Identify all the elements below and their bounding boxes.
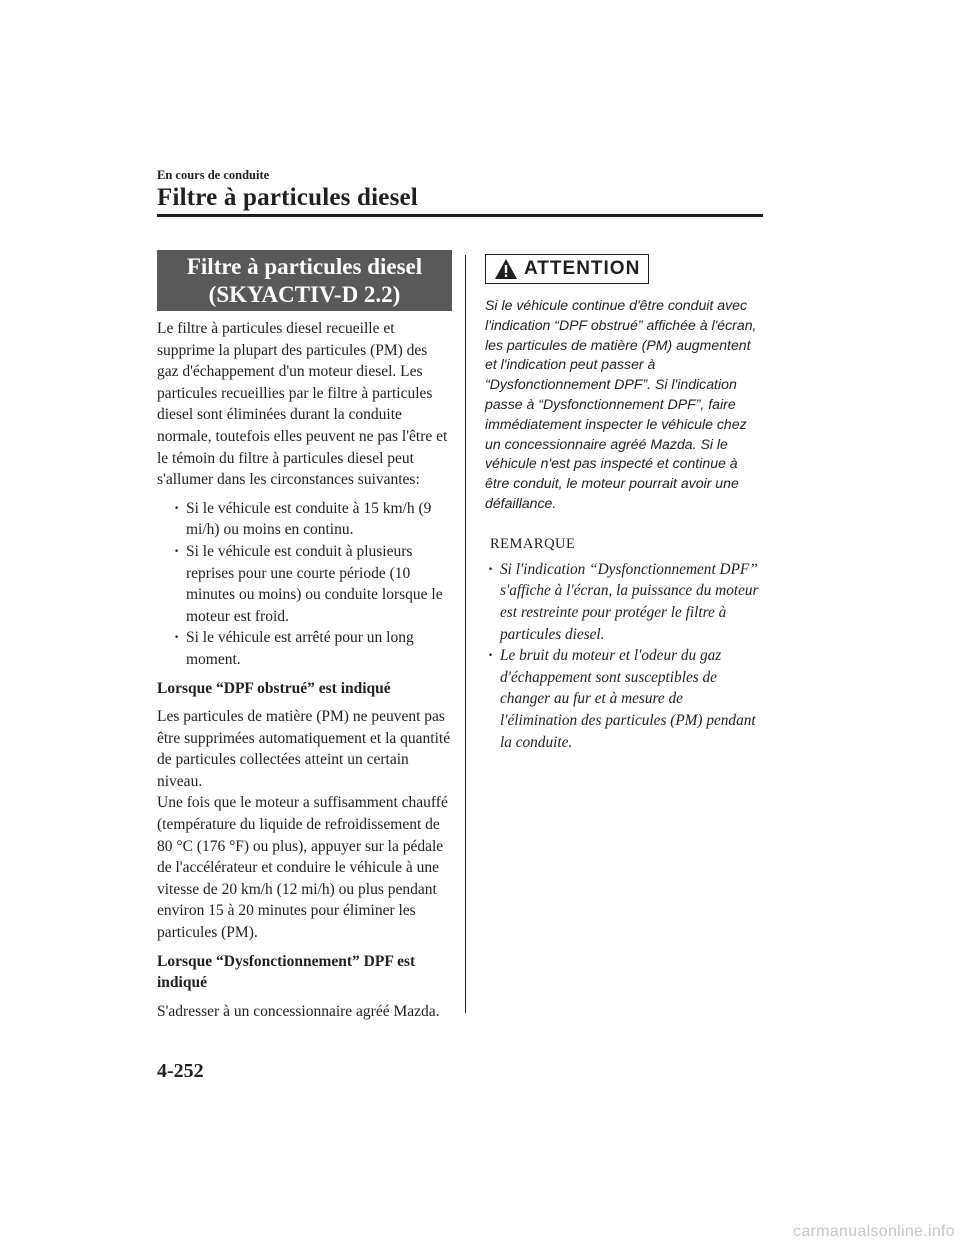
list-item: · Si le véhicule est arrêté pour un long moment.	[157, 627, 452, 670]
page-number: 4-252	[157, 1060, 204, 1082]
intro-paragraph: Le filtre à particules diesel recueille et supprime la plupart des particules (PM) des gaz d'échappement d'un moteur diesel. Les particules recueillies par le filtre à particules diesel sont éliminées durant la conduite normale, toutefois elles peuvent ne pas l'être et le témoin du filtre à particules diesel peut s'allumer dans les circonstances suivantes:	[157, 320, 448, 489]
title-rule	[157, 214, 763, 217]
list-item: · Le bruit du moteur et l'odeur du gaz d'échappement sont susceptibles de changer au fur et à mesure de l'élimination des particules (PM) pendant la conduite.	[485, 645, 763, 753]
heading-dpf-malfunction: Lorsque “Dysfonctionnement” DPF est indiqué	[157, 952, 416, 992]
list-item: · Si le véhicule est conduite à 15 km/h (9 mi/h) ou moins en continu.	[157, 498, 452, 541]
heading-dpf-clogged: Lorsque “DPF obstrué” est indiqué	[157, 679, 391, 697]
list-item: · Si l'indication “Dysfonctionnement DPF” s'affiche à l'écran, la puissance du moteur est restreinte pour protéger le filtre à particules diesel.	[485, 559, 763, 645]
column-divider	[465, 255, 466, 1013]
right-column	[485, 254, 763, 753]
notes-list	[485, 559, 763, 753]
note-label: REMARQUE	[490, 535, 576, 552]
banner-subtitle: (SKYACTIV-D 2.2)	[208, 282, 401, 307]
warning-triangle-icon	[494, 258, 518, 280]
list-item: · Si le véhicule est conduit à plusieurs reprises pour une courte période (10 minutes ou moins) ou conduite lorsque le moteur est froid.	[157, 541, 452, 627]
conditions-list	[157, 498, 452, 671]
attention-box	[485, 254, 649, 284]
watermark: carmanualsonline.info	[793, 1223, 955, 1240]
section-label: En cours de conduite	[157, 168, 270, 182]
section-banner	[157, 250, 452, 311]
left-column	[157, 250, 452, 1029]
paragraph: Une fois que le moteur a suffisamment chauffé (température du liquide de refroidissement de 80 °C (176 °F) ou plus), appuyer sur la pédale de l'accélérateur et conduire le véhicule à une vitesse de 20 km/h (12 mi/h) ou plus pendant environ 15 à 20 minutes pour éliminer les particules (PM).	[157, 794, 448, 942]
attention-text: Si le véhicule continue d'être conduit avec l'indication “DPF obstrué” affichée à l'écran, les particules de matière (PM) augmentent et l'indication peut passer à “Dysfonctionnement DPF”. Si l'indication passe à “Dysfonctionnement DPF”, faire immédiatement inspecter le véhicule chez un concessionnaire agréé Mazda. Si le véhicule n'est pas inspecté et continue à être conduit, le moteur pourrait avoir une défaillance.	[485, 297, 757, 511]
paragraph: Les particules de matière (PM) ne peuvent pas être supprimées automatiquement et la quantité de particules collectées atteint un certain niveau.	[157, 708, 451, 790]
paragraph: S'adresser à un concessionnaire agréé Mazda.	[157, 1002, 440, 1020]
page-title: Filtre à particules diesel	[157, 184, 418, 211]
banner-title: Filtre à particules diesel	[186, 254, 423, 279]
attention-label: ATTENTION	[524, 258, 641, 279]
